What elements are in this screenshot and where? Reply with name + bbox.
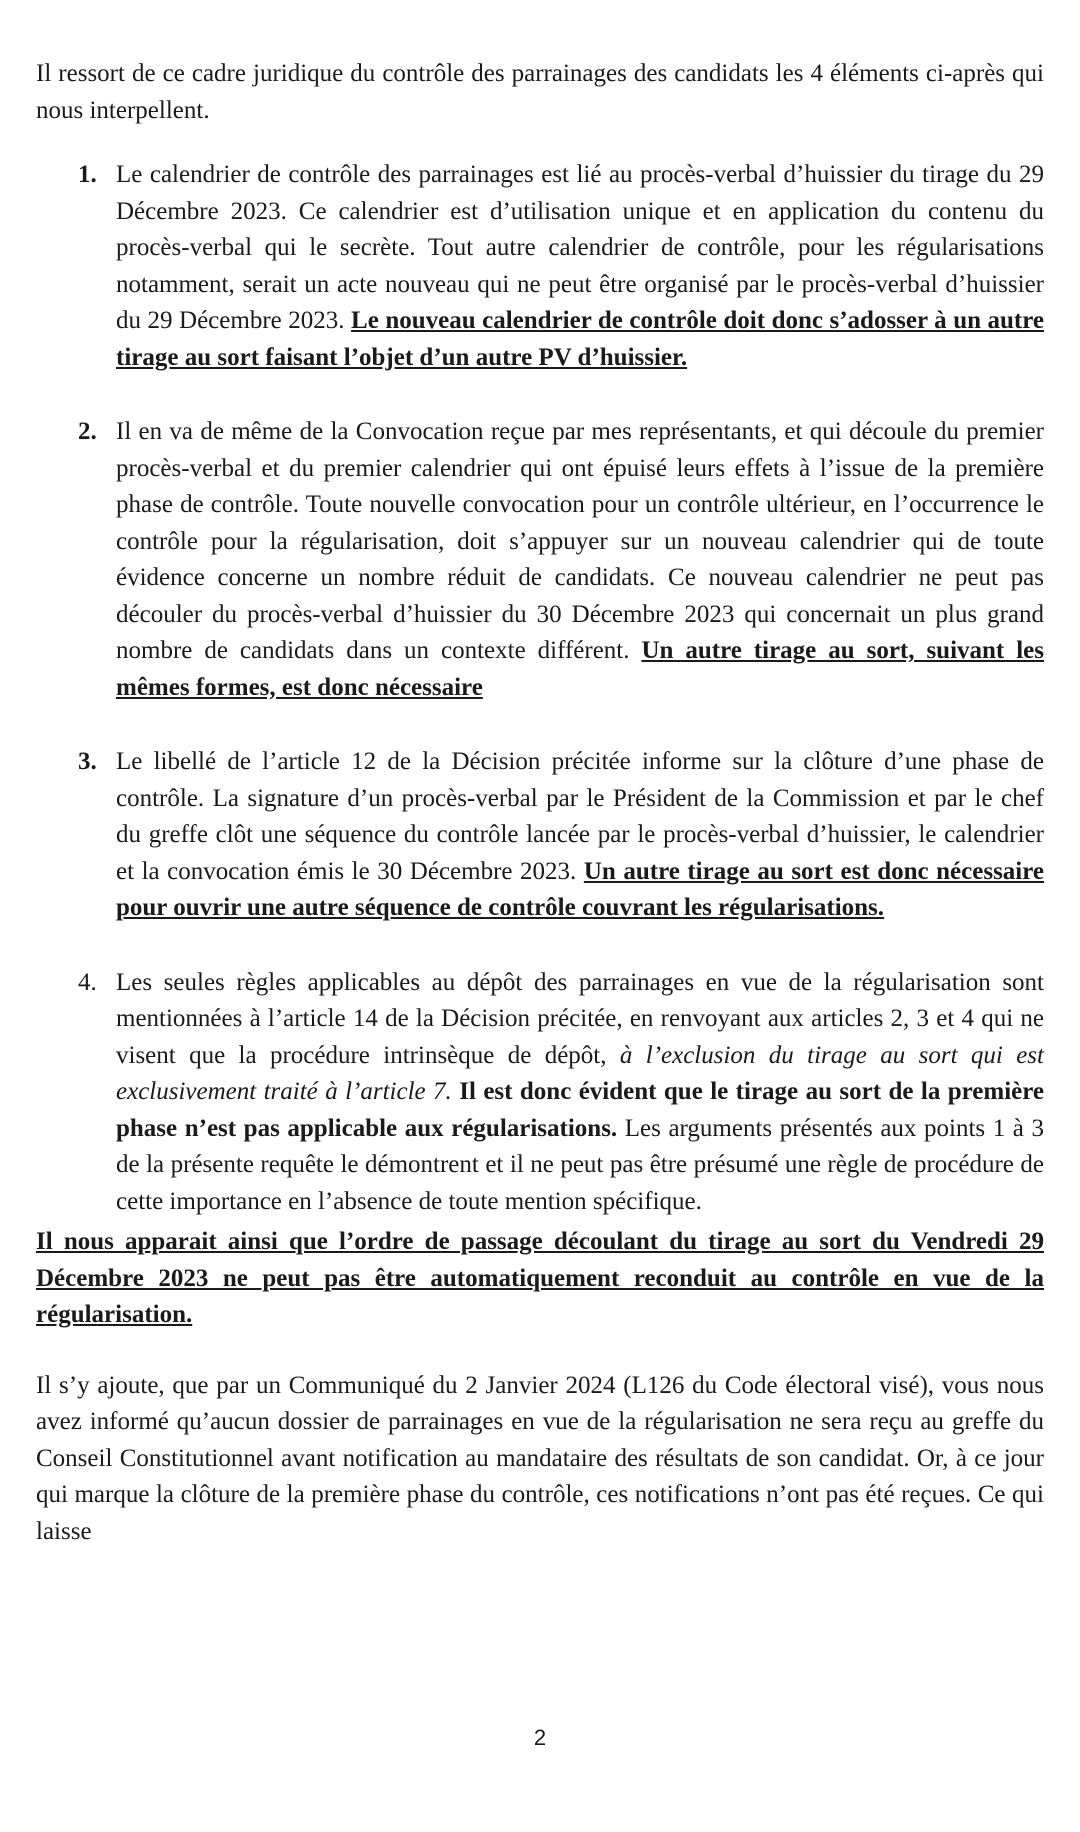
conclusion-paragraph: Il nous apparait ainsi que l’ordre de passage découlant du tirage au sort du Vendredi 29 Décembre 2023 ne peut pas être automatiquement reconduit au contrôle en vue de la régularisation. — [36, 1228, 1044, 1328]
list-item-4 — [36, 965, 1044, 1221]
list-item-text — [116, 414, 1044, 706]
list-item-3 — [36, 744, 1044, 927]
list-number: 4. — [78, 968, 97, 996]
item-emphasis: Le nouveau calendrier de contrôle doit donc s’adosser à un autre tirage au sort faisant l’objet d’un autre PV d’huissier. — [116, 307, 1044, 371]
list-number: 3. — [78, 748, 97, 775]
item-italic: à l’exclusion du tirage au sort qui est exclusivement traité à l’article 7. — [116, 1041, 1044, 1105]
item-body: Le libellé de l’article 12 de la Décision précitée informe sur la clôture d’une phase de contrôle. La signature d’un procès-verbal par le Président de la Commission et par le chef du greffe clôt une séquence du contrôle lancée par le procès-verbal d’huissier, le calendrier et la convocation émis le 30 Décembre 2023. — [116, 748, 1044, 885]
list-item-text — [116, 157, 1044, 376]
document-body — [36, 56, 1044, 1550]
item-emphasis: Un autre tirage au sort est donc nécessaire pour ouvrir une autre séquence de contrôle couvrant les régularisations. — [116, 857, 1044, 921]
item-body: Il en va de même de la Convocation reçue par mes représentants, et qui découle du premier procès-verbal et du premier calendrier qui ont épuisé leurs effets à l’issue de la première phase de contrôle. Toute nouvelle convocation pour un contrôle ultérieur, en l’occurrence le contrôle pour la régularisation, doit s’appuyer sur un nouveau calendrier qui de toute évidence concerne un nombre réduit de candidats. Ce nouveau calendrier ne peut pas découler du procès-verbal d’huissier du 30 Décembre 2023 qui concernait un plus grand nombre de candidats dans un contexte différent. — [116, 418, 1044, 664]
list-item-2 — [36, 414, 1044, 706]
item-body: Le calendrier de contrôle des parrainages est lié au procès-verbal d’huissier du tirage du 29 Décembre 2023. Ce calendrier est d’utilisation unique et en application du contenu du procès-verbal qui le secrète. Tout autre calendrier de contrôle, pour les régularisations notamment, serait un acte nouveau qui ne peut être organisé par le procès-verbal d’huissier du 29 Décembre 2023. — [116, 161, 1044, 334]
closing-paragraph: Il s’y ajoute, que par un Communiqué du 2 Janvier 2024 (L126 du Code électoral visé), vous nous avez informé qu’aucun dossier de parrainages en vue de la régularisation ne sera reçu au greffe du Conseil Constitutionnel avant notification au mandataire des résultats de son candidat. Or, à ce jour qui marque la clôture de la première phase du contrôle, ces notifications n’ont pas été reçues. Ce qui laisse — [36, 1371, 1044, 1545]
list-item-1 — [36, 157, 1044, 376]
item-body: Les seules règles applicables au dépôt des parrainages en vue de la régularisation sont mentionnées à l’article 14 de la Décision précitée, en renvoyant aux articles 2, 3 et 4 qui ne visent que la procédure intrinsèque de dépôt, — [116, 968, 1044, 1069]
list-number: 1. — [78, 161, 97, 188]
intro-paragraph: Il ressort de ce cadre juridique du contrôle des parrainages des candidats les 4 éléments ci-après qui nous interpellent. — [36, 60, 1044, 124]
list-item-text — [116, 965, 1044, 1221]
item-emphasis: Un autre tirage au sort, suivant les mêmes formes, est donc nécessaire — [116, 637, 1044, 701]
item-bold: Il est donc évident que le tirage au sort de la première phase n’est pas applicable aux régularisations. — [116, 1078, 1044, 1142]
item-body-continued: Les arguments présentés aux points 1 à 3 de la présente requête le démontrent et il ne peut pas être présumé une règle de procédure de cette importance en l’absence de toute mention spécifique. — [116, 1114, 1044, 1215]
list-number: 2. — [78, 418, 97, 445]
list-item-text — [116, 744, 1044, 927]
page-number: 2 — [533, 1725, 547, 1750]
